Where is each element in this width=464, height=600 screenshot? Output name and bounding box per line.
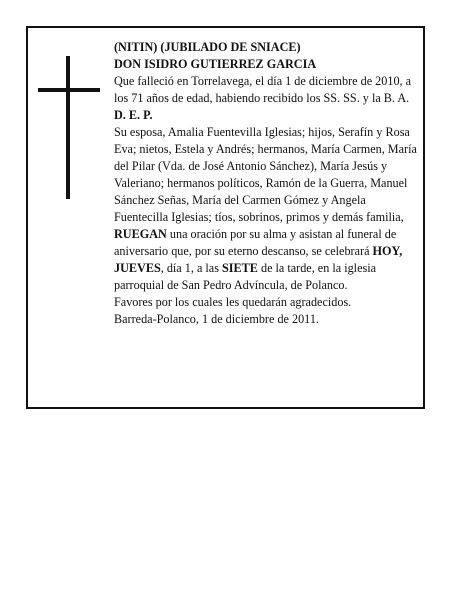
request-text-3: de la tarde, en la iglesia parroquial de San Pedro Advíncula, de Polanco. xyxy=(114,261,377,292)
funeral-request xyxy=(114,226,417,294)
place-date: Barreda-Polanco, 1 de diciembre de 2011. xyxy=(114,312,319,326)
deceased-name: DON ISIDRO GUTIERREZ GARCIA xyxy=(114,57,317,71)
obituary-text xyxy=(114,39,417,328)
obituary-notice xyxy=(26,26,425,409)
cross-icon xyxy=(38,56,100,199)
hoy-jueves: HOY, JUEVES xyxy=(114,244,403,275)
request-text-2: , día 1, a las xyxy=(160,261,222,275)
ruegan-word: RUEGAN xyxy=(114,227,167,241)
family-list: Su esposa, Amalia Fuentevilla Iglesias; hijos, Serafín y Rosa Eva; nietos, Estela y Andrés; hermanos, María Carmen, María del Pilar (Vda. de José Antonio Sánchez), María Jesús y Valeriano; hermanos políticos, Ramón de la Guerra, Manuel Sánchez Señas, María del Carmen Gómez y Angela Fuentecilla Iglesias; tíos, sobrinos, primos y demás familia, xyxy=(114,125,417,224)
nickname-heading: (NITIN) (JUBILADO DE SNIACE) xyxy=(114,40,301,54)
thanks-line: Favores por los cuales les quedarán agradecidos. xyxy=(114,295,352,309)
request-text-1: una oración por su alma y asistan al funeral de aniversario que, por su eterno descanso, se celebrará xyxy=(114,227,397,258)
death-details: Que falleció en Torrelavega, el día 1 de diciembre de 2010, a los 71 años de edad, habiendo recibido los SS. SS. y la B. A. xyxy=(114,74,412,105)
siete-word: SIETE xyxy=(222,261,258,275)
dep-line: D. E. P. xyxy=(114,108,153,122)
